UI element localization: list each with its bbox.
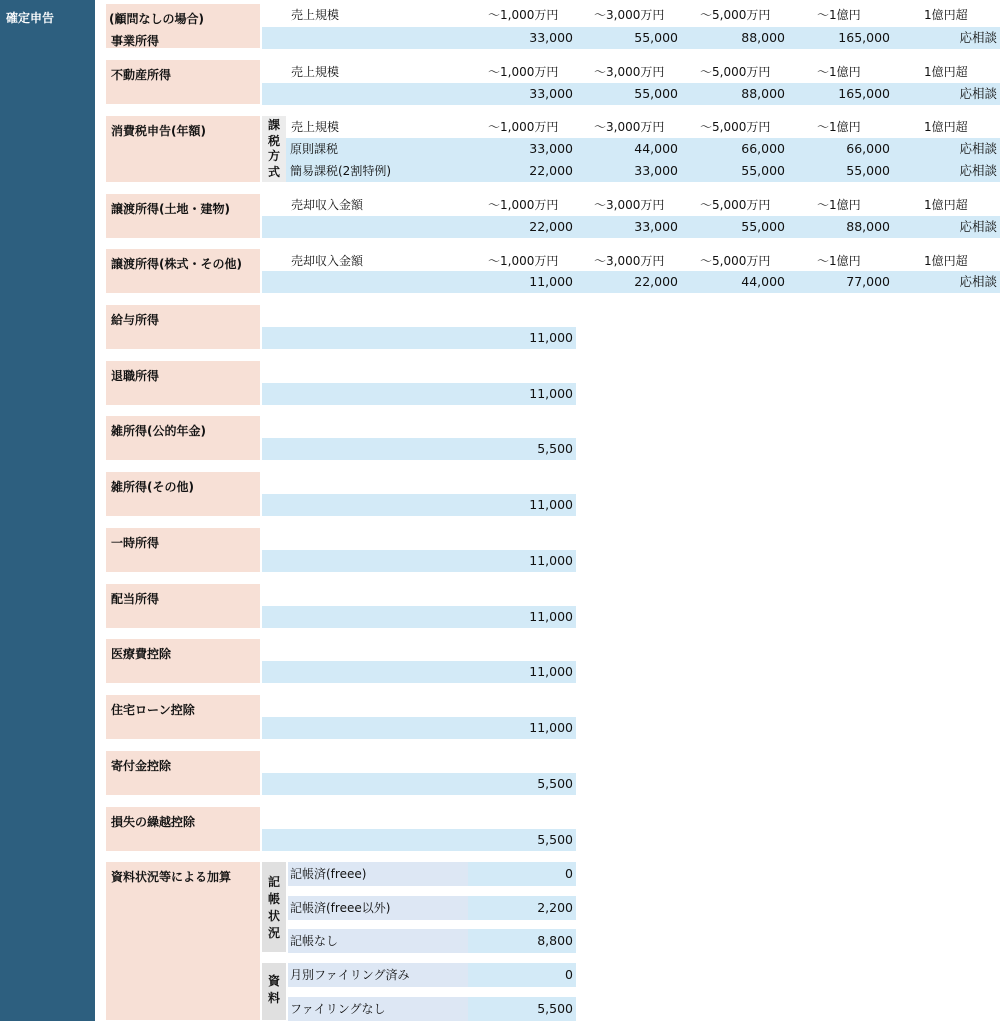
price-cell: 2,200 <box>537 900 573 915</box>
price-cell: 33,000 <box>634 163 678 178</box>
bookkeeping-status-label <box>262 862 286 952</box>
size-header: ～1億円 <box>817 254 861 268</box>
tax-method-text: 課税方式 <box>267 118 280 179</box>
price-cell: 33,000 <box>529 30 573 45</box>
row-label <box>106 305 260 349</box>
tax-method-label <box>262 116 286 182</box>
price-cell: 44,000 <box>741 274 785 289</box>
row-label <box>106 194 260 238</box>
label-text: 不動産所得 <box>111 68 172 82</box>
header-label: 売上規模 <box>291 120 340 134</box>
size-header: ～1,000万円 <box>488 254 559 268</box>
size-header: 1億円超 <box>924 120 968 134</box>
price-cell: 22,000 <box>529 163 573 178</box>
price-cell: 55,000 <box>634 30 678 45</box>
bookkeeping-status-text: 記帳状況 <box>267 875 280 940</box>
label-text: 譲渡所得(土地・建物) <box>111 202 230 216</box>
price-cell: 55,000 <box>741 219 785 234</box>
price-cell: 応相談 <box>959 141 997 156</box>
label-line-1: (顧問なしの場合) <box>109 12 204 26</box>
label-text: 消費税申告(年額) <box>111 124 206 138</box>
price-cell: 22,000 <box>634 274 678 289</box>
price-cell: 55,000 <box>846 163 890 178</box>
price-cell: 165,000 <box>838 30 890 45</box>
price-cell: 11,000 <box>529 386 573 401</box>
price-cell: 11,000 <box>529 609 573 624</box>
price-cell: 8,800 <box>537 933 573 948</box>
size-header: ～3,000万円 <box>594 254 665 268</box>
size-header: ～5,000万円 <box>700 8 771 22</box>
simplified-label: 簡易課税(2割特例) <box>290 164 391 178</box>
size-header: ～5,000万円 <box>700 254 771 268</box>
price-cell: 11,000 <box>529 274 573 289</box>
size-header: ～5,000万円 <box>700 198 771 212</box>
label-text: 給与所得 <box>111 313 160 327</box>
size-header: ～3,000万円 <box>594 198 665 212</box>
price-cell: 応相談 <box>959 219 997 234</box>
price-cell: 5,500 <box>537 832 573 847</box>
sub-item-label: 記帳なし <box>290 934 339 948</box>
price-cell: 応相談 <box>959 86 997 101</box>
label-text: 譲渡所得(株式・その他) <box>111 257 242 271</box>
size-header: ～1億円 <box>817 8 861 22</box>
size-header: ～1億円 <box>817 65 861 79</box>
price-cell: 55,000 <box>741 163 785 178</box>
row-label <box>106 60 260 104</box>
row-label <box>106 249 260 293</box>
documents-text <box>262 973 286 1007</box>
price-cell: 77,000 <box>846 274 890 289</box>
row-label <box>106 472 260 516</box>
size-header: ～1,000万円 <box>488 198 559 212</box>
price-cell: 33,000 <box>634 219 678 234</box>
size-header: 1億円超 <box>924 254 968 268</box>
label-text: 雑所得(その他) <box>111 480 194 494</box>
row-label <box>106 862 260 1020</box>
sub-item-label: 月別ファイリング済み <box>290 968 410 982</box>
price-cell: 33,000 <box>529 141 573 156</box>
price-cell: 応相談 <box>959 274 997 289</box>
row-label <box>106 751 260 795</box>
row-label <box>106 639 260 683</box>
row-label <box>106 116 260 182</box>
price-cell: 0 <box>565 866 573 881</box>
header-label: 売却収入金額 <box>291 198 364 212</box>
sidebar <box>0 0 95 1021</box>
row-label <box>106 528 260 572</box>
label-text: 住宅ローン控除 <box>111 703 195 717</box>
price-cell: 11,000 <box>529 720 573 735</box>
price-cell: 66,000 <box>741 141 785 156</box>
price-cell: 応相談 <box>959 163 997 178</box>
size-header: ～1,000万円 <box>488 8 559 22</box>
sidebar-title: 確定申告 <box>6 11 55 25</box>
size-header: ～3,000万円 <box>594 120 665 134</box>
price-cell: 88,000 <box>741 30 785 45</box>
row-label <box>106 416 260 460</box>
price-cell: 55,000 <box>634 86 678 101</box>
size-header: 1億円超 <box>924 8 968 22</box>
size-header: ～1億円 <box>817 198 861 212</box>
documents-label <box>262 963 286 1020</box>
size-header: ～5,000万円 <box>700 120 771 134</box>
label-text: 雑所得(公的年金) <box>111 424 206 438</box>
price-cell: 11,000 <box>529 330 573 345</box>
header-label: 売上規模 <box>291 65 340 79</box>
row-label <box>106 807 260 851</box>
row-label <box>106 4 260 48</box>
label-text: 資料状況等による加算 <box>111 870 232 884</box>
price-cell: 応相談 <box>959 30 997 45</box>
price-cell: 33,000 <box>529 86 573 101</box>
size-header: ～1,000万円 <box>488 120 559 134</box>
size-header: ～5,000万円 <box>700 65 771 79</box>
label-text: 損失の繰越控除 <box>111 815 196 829</box>
principle-label: 原則課税 <box>290 142 339 156</box>
size-header: ～3,000万円 <box>594 8 665 22</box>
price-cell: 165,000 <box>838 86 890 101</box>
label-line-2: 事業所得 <box>111 34 160 48</box>
label-text: 医療費控除 <box>111 647 172 661</box>
size-header: ～3,000万円 <box>594 65 665 79</box>
price-cell: 44,000 <box>634 141 678 156</box>
size-header: ～1,000万円 <box>488 65 559 79</box>
price-cell: 11,000 <box>529 497 573 512</box>
label-text: 配当所得 <box>111 592 160 606</box>
size-header: 1億円超 <box>924 198 968 212</box>
bookkeeping-status-text <box>262 874 286 942</box>
tax-method-text <box>262 118 286 180</box>
size-header: 1億円超 <box>924 65 968 79</box>
sub-item-label: 記帳済(freee以外) <box>290 901 391 915</box>
price-cell: 11,000 <box>529 553 573 568</box>
price-cell: 5,500 <box>537 1001 573 1016</box>
row-label <box>106 695 260 739</box>
price-cell: 5,500 <box>537 441 573 456</box>
label-text: 退職所得 <box>111 369 160 383</box>
price-cell: 66,000 <box>846 141 890 156</box>
price-cell: 88,000 <box>846 219 890 234</box>
price-cell: 11,000 <box>529 664 573 679</box>
header-label: 売却収入金額 <box>291 254 364 268</box>
price-cell: 22,000 <box>529 219 573 234</box>
header-label: 売上規模 <box>291 8 340 22</box>
documents-text: 資料 <box>267 974 280 1005</box>
price-cell: 5,500 <box>537 776 573 791</box>
size-header: ～1億円 <box>817 120 861 134</box>
price-cell: 88,000 <box>741 86 785 101</box>
row-label <box>106 584 260 628</box>
label-text: 一時所得 <box>111 536 160 550</box>
sub-item-label: 記帳済(freee) <box>290 867 367 881</box>
label-text: 寄付金控除 <box>111 759 172 773</box>
row-label <box>106 361 260 405</box>
sub-item-label: ファイリングなし <box>290 1002 386 1016</box>
price-cell: 0 <box>565 967 573 982</box>
